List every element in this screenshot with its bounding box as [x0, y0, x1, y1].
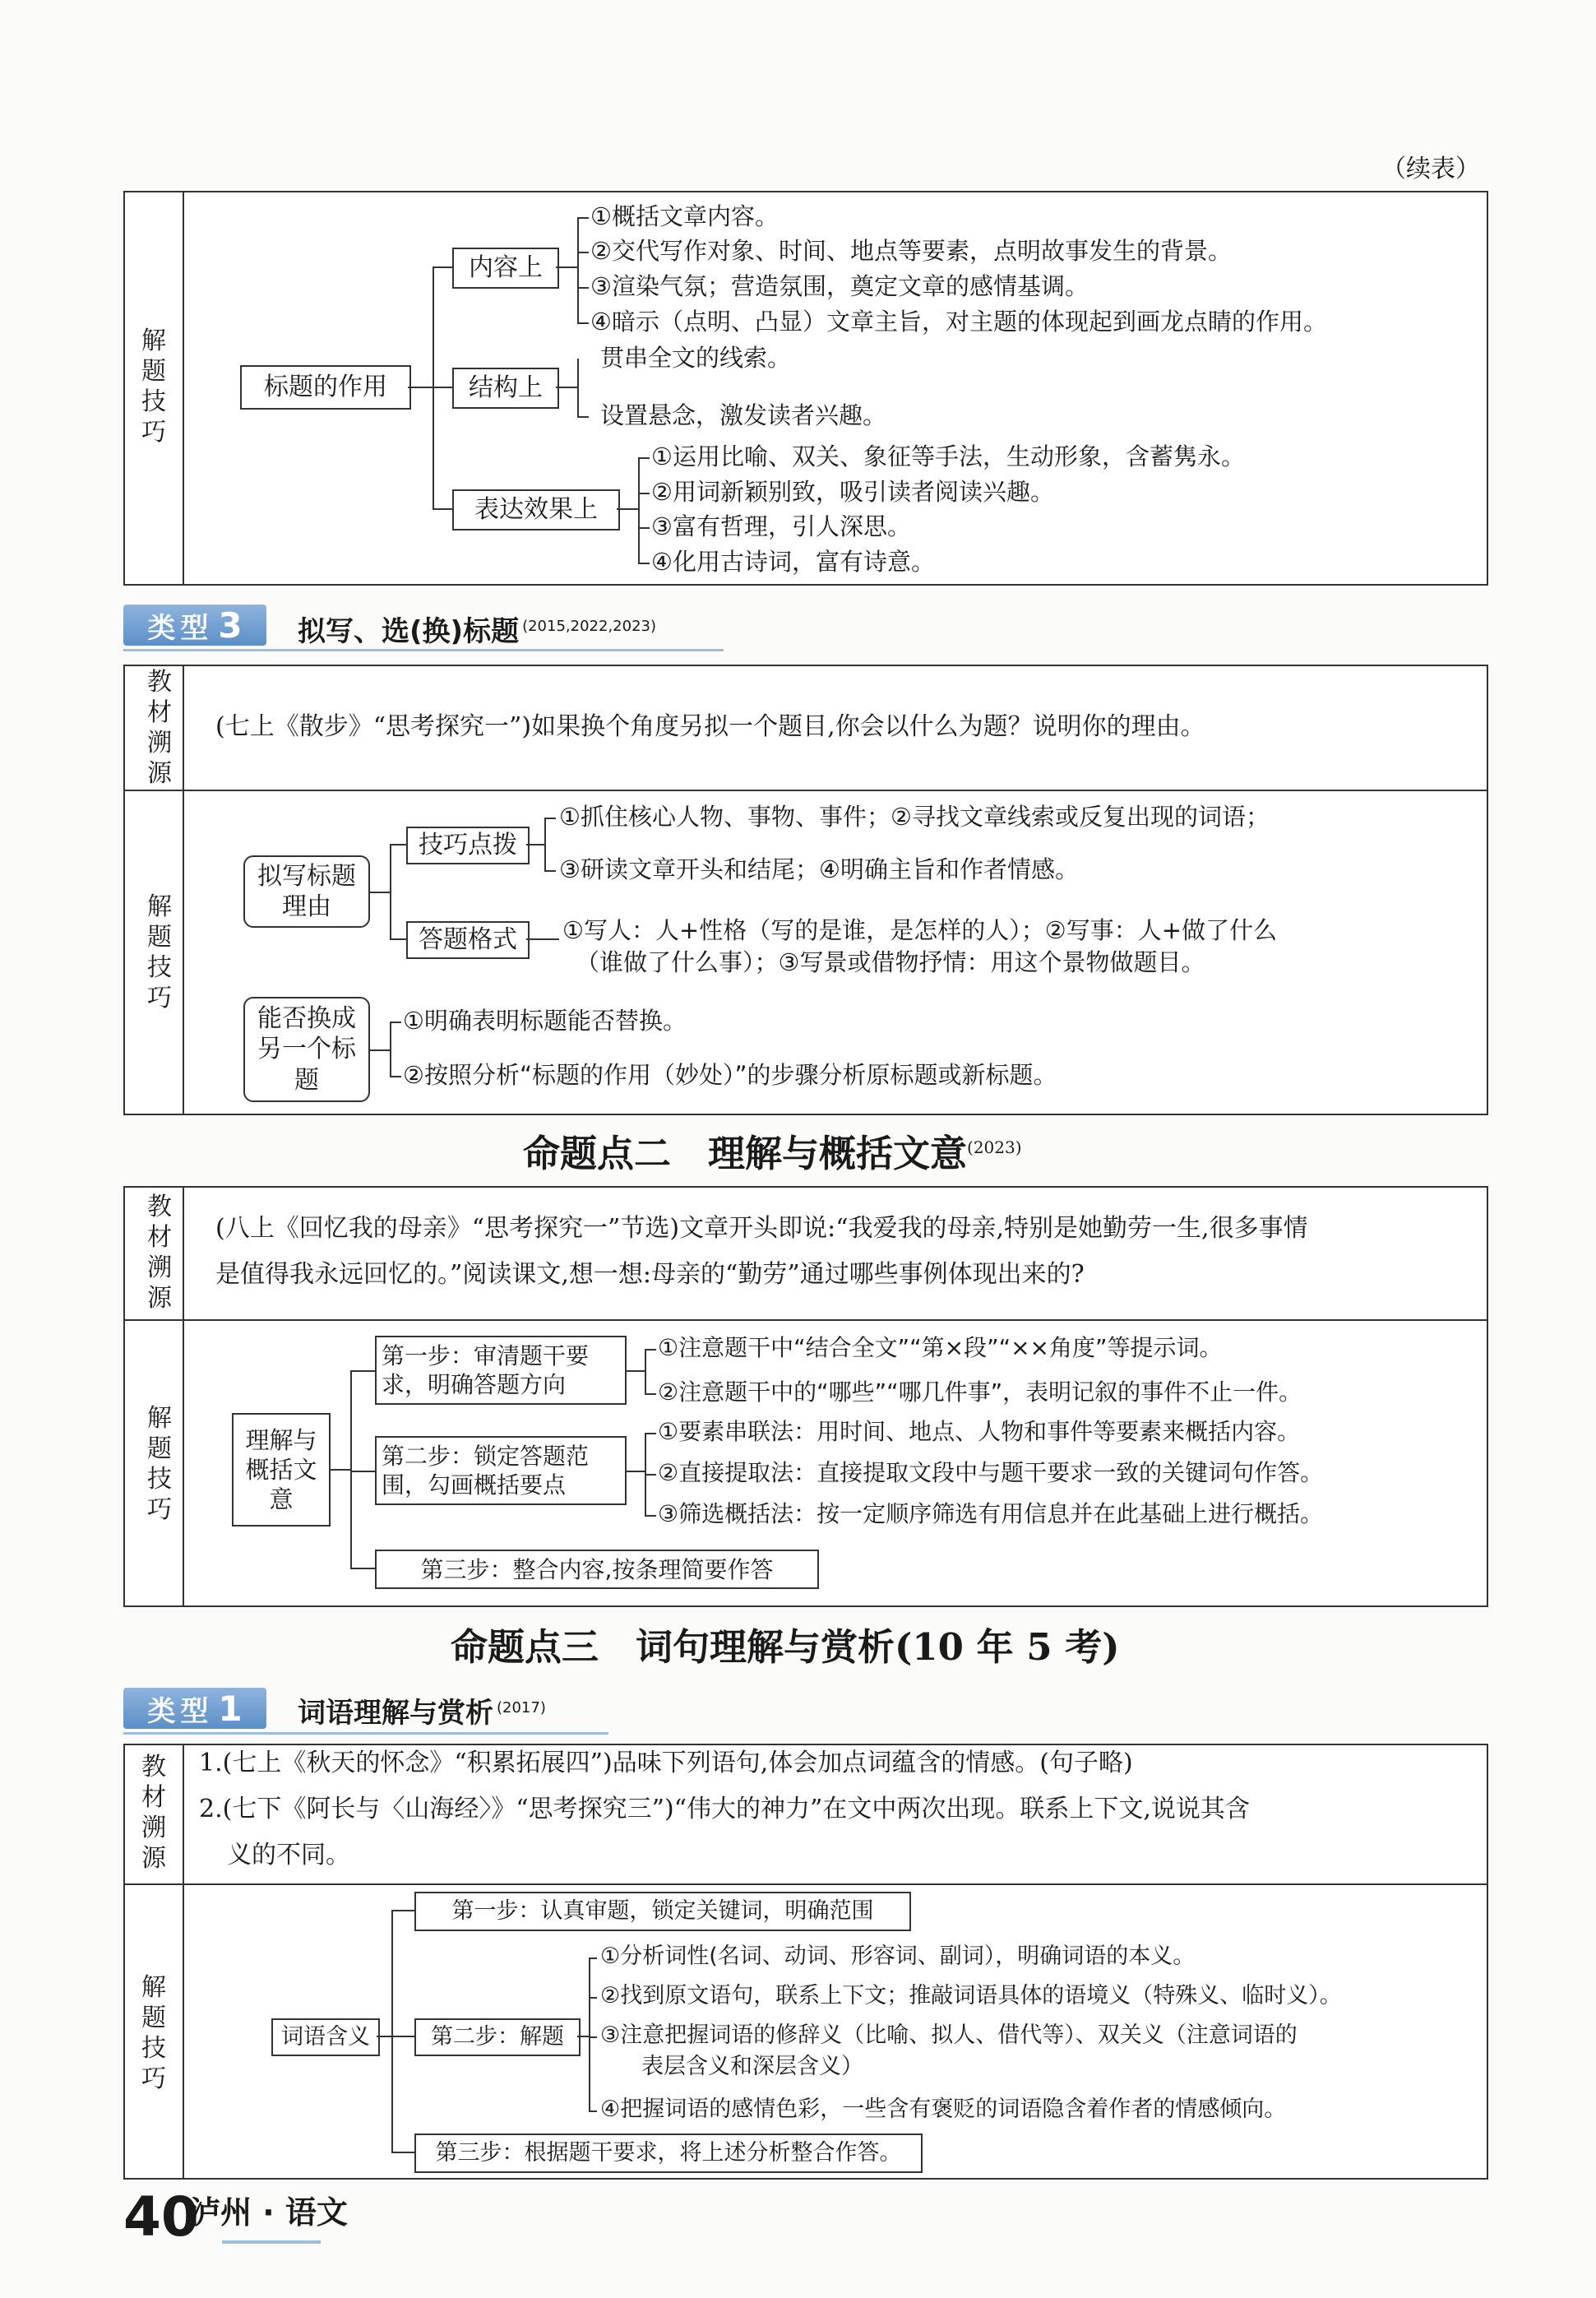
step2-word-item-4: ④把握词语的感情色彩，一些含有褒贬的词语隐含着作者的情感倾向。: [600, 2096, 1287, 2122]
type1-title: 词语理解与赏析 $^{(2017)}$: [298, 1697, 546, 1730]
source-text: (七上《散步》“思考探究一”)如果换个角度另拟一个题目,你会以什么为题？说明你的理由。: [215, 712, 1205, 741]
step2-word-item-1: ①分析词性(名词、动词、形容词、副词），明确词语的本义。: [600, 1944, 1196, 1969]
branch-content: 内容上: [452, 248, 559, 289]
type-badge-3: 类型 3: [123, 605, 266, 646]
step3-word: 第三步：根据题干要求，将上述分析整合作答。: [414, 2134, 923, 2173]
content-item-4: ④暗示（点明、凸显）文章主旨，对主题的体现起到画龙点睛的作用。: [590, 308, 1327, 336]
expression-item-1: ①运用比喻、双关、象征等手法，生动形象，含蓄隽永。: [651, 442, 1245, 470]
row-label-source-3: 教材溯源: [147, 1193, 172, 1313]
row-label-jieti-3: 解题技巧: [147, 1404, 172, 1524]
step2-word-item-3b: 表层含义和深层含义）: [641, 2054, 863, 2079]
expression-item-4: ④化用古诗词，富有诗意。: [651, 548, 935, 576]
tips-line-1: ①抓住核心人物、事物、事件；②寻找文章线索或反复出现的词语；: [559, 803, 1270, 831]
replace-item-1: ①明确表明标题能否替换。: [403, 1007, 687, 1035]
step1-summarize: 第一步：审清题干要求，明确答题方向: [375, 1336, 627, 1405]
type3-title: 拟写、选(换)标题 $^{(2015,2022,2023)}$: [298, 615, 656, 648]
source3-line-1: (八上《回忆我的母亲》“思考探究一”节选)文章开头即说:“我爱我的母亲,特别是她勤劳一生,很多事情: [215, 1214, 1308, 1243]
format-line-1: ①写人：人+性格（写的是谁，是怎样的人）；②写事：人+做了什么: [562, 916, 1278, 944]
content-item-1: ①概括文章内容。: [590, 202, 779, 230]
step2-item-2: ②直接提取法：直接提取文段中与题干要求一致的关键词句作答。: [658, 1459, 1324, 1486]
row-label-jieti-4: 解题技巧: [141, 1973, 166, 2093]
section3-title: 命题点三 词句理解与赏析(10 年 5 考): [451, 1625, 1120, 1669]
row-label-jieti: 解题技巧: [141, 327, 166, 447]
step3-summarize: 第三步：整合内容,按条理简要作答: [375, 1550, 819, 1589]
root-word-meaning: 词语含义: [271, 2018, 380, 2056]
book-name: 泸州 · 语文: [189, 2194, 348, 2231]
source4-line-1: 1.(七上《秋天的怀念》“积累拓展四”)品味下列语句,体会加点词蕴含的情感。(句子略): [199, 1749, 1133, 1777]
structure-item-1: 贯串全文的线索。: [600, 344, 792, 372]
footer-underline: [222, 2240, 321, 2244]
continued-label: （续表）: [1381, 155, 1480, 183]
step2-word-item-2: ②找到原文语句，联系上下文；推敲词语具体的语境义（特殊义、临时义）。: [600, 1983, 1342, 2008]
step2-item-3: ③筛选概括法：按一定顺序筛选有用信息并在此基础上进行概括。: [658, 1500, 1324, 1527]
step2-word-item-3: ③注意把握词语的修辞义（比喻、拟人、借代等）、双关义（注意词语的: [600, 2022, 1298, 2048]
root-summarize: 理解与概括文意: [232, 1413, 331, 1527]
source4-line-2: 2.(七下《阿长与〈山海经〉》“思考探究三”)“伟大的神力”在文中两次出现。联系上下文,说说其含: [199, 1795, 1250, 1823]
source3-line-2: 是值得我永远回忆的。”阅读课文,想一想:母亲的“勤劳”通过哪些事例体现出来的?: [215, 1260, 1085, 1289]
type-badge-1: 类型 1: [123, 1688, 266, 1729]
sub-format: 答题格式: [406, 921, 530, 959]
step1-item-2: ②注意题干中的“哪些”“哪几件事”，表明记叙的事件不止一件。: [658, 1378, 1302, 1406]
sub-tips: 技巧点拨: [406, 827, 530, 864]
expression-item-2: ②用词新颖别致，吸引读者阅读兴趣。: [651, 478, 1054, 506]
step1-word: 第一步：认真审题，锁定关键词，明确范围: [414, 1892, 911, 1931]
content-item-3: ③渲染气氛；营造氛围，奠定文章的感情基调。: [590, 272, 1089, 300]
section2-title: 命题点二 理解与概括文意$^{(2023)}$: [523, 1132, 1022, 1175]
step2-word: 第二步：解题: [414, 2018, 581, 2056]
format-line-2: （谁做了什么事）；③写景或借物抒情：用这个景物做题目。: [576, 948, 1205, 976]
replace-item-2: ②按照分析“标题的作用（妙处）”的步骤分析原标题或新标题。: [403, 1061, 1057, 1089]
row-label-jieti-2: 解题技巧: [147, 892, 172, 1012]
branch-structure: 结构上: [452, 368, 559, 409]
branch-expression: 表达效果上: [452, 489, 620, 530]
step2-item-1: ①要素串联法：用时间、地点、人物和事件等要素来概括内容。: [658, 1418, 1301, 1445]
root-title-role: 标题的作用: [240, 365, 411, 410]
step1-item-1: ①注意题干中“结合全文”“第×段”“××角度”等提示词。: [658, 1334, 1223, 1361]
row-label-source-4: 教材溯源: [141, 1753, 166, 1873]
group-replace-title: 能否换成另一个标题: [243, 997, 370, 1102]
tips-line-2: ③研读文章开头和结尾；④明确主旨和作者情感。: [559, 855, 1079, 883]
content-item-2: ②交代写作对象、时间、地点等要素，点明故事发生的背景。: [590, 237, 1232, 265]
source4-line-3: 义的不同。: [227, 1841, 350, 1869]
structure-item-2: 设置悬念，激发读者兴趣。: [600, 401, 887, 429]
group-draft-reason: 拟写标题理由: [243, 855, 370, 928]
page-number: 40: [123, 2185, 199, 2249]
step2-summarize: 第二步：锁定答题范围，勾画概括要点: [375, 1436, 627, 1505]
row-label-source: 教材溯源: [147, 668, 172, 788]
expression-item-3: ③富有哲理，引人深思。: [651, 512, 911, 540]
